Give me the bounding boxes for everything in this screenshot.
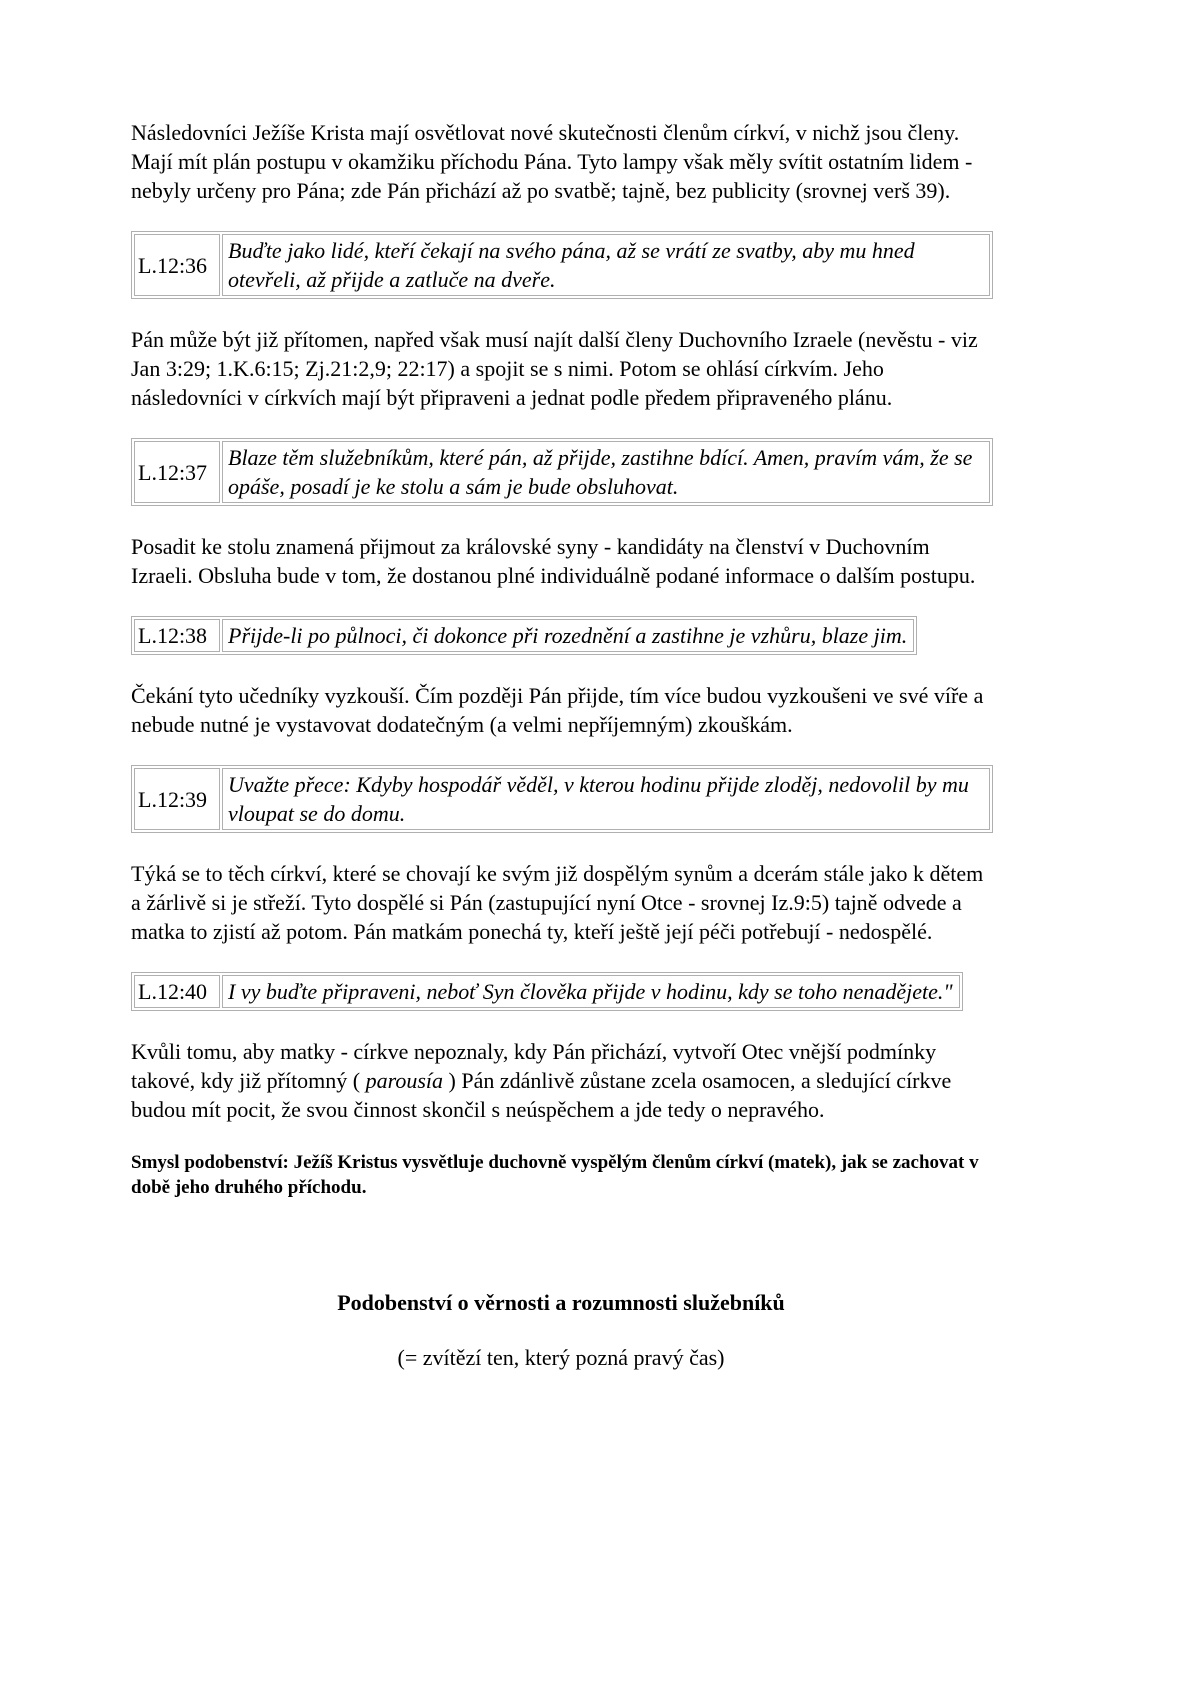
parable-summary-note: Smysl podobenství: Ježíš Kristus vysvětluje duchovně vyspělým členům církví (matek), jak se zachovat v době jeho druhého příchodu. — [131, 1152, 979, 1198]
paragraph-text: Kvůli tomu, aby matky - církve nepoznaly, kdy Pán přichází, vytvoří Otec vnější podmínky takové, kdy již přítomný ( — [131, 1039, 937, 1093]
greek-term: parousía — [365, 1068, 444, 1093]
paragraph-commentary-36: Pán může být již přítomen, napřed však musí najít další členy Duchovního Izraele (nevěstu - viz Jan 3:29; 1.K.6:15; Zj.21:2,9; 22:17) a spojit se s nimi. Potom se ohlásí církvím. Jeho následovníci v církvích mají být připraveni a jednat podle předem připraveného plánu. — [131, 327, 978, 410]
verse-table-L12-39 — [131, 765, 993, 833]
verse-table-L12-36 — [131, 231, 993, 299]
verse-ref: L.12:40 — [134, 975, 220, 1008]
paragraph-commentary-40 — [131, 1037, 991, 1124]
paragraph-commentary-39: Týká se to těch církví, které se chovají ke svým již dospělým synům a dcerám stále jako k dětem a žárlivě si je střeží. Tyto dospělé si Pán (zastupující nyní Otce - srovnej Iz.9:5) tajně odvede a matka to zjistí až potom. Pán matkám ponechá ty, kteří ještě její péči potřebují - nedospělé. — [131, 861, 984, 944]
verse-ref: L.12:39 — [134, 768, 220, 830]
section-title: Podobenství o věrnosti a rozumnosti služebníků — [337, 1290, 785, 1315]
verse-text: Blaze těm služebníkům, které pán, až přijde, zastihne bdící. Amen, pravím vám, že se opáše, posadí je ke stolu a sám je bude obsluhovat. — [222, 441, 990, 503]
verse-text: I vy buďte připraveni, neboť Syn člověka přijde v hodinu, kdy se toho nenadějete." — [222, 975, 960, 1008]
paragraph-commentary-38: Čekání tyto učedníky vyzkouší. Čím později Pán přijde, tím více budou vyzkoušeni ve své víře a nebude nutné je vystavovat dodatečným (a velmi nepříjemným) zkouškám. — [131, 683, 984, 737]
verse-ref: L.12:38 — [134, 619, 220, 652]
section-subtitle: (= zvítězí ten, který pozná pravý čas) — [397, 1345, 725, 1370]
paragraph-intro: Následovníci Ježíše Krista mají osvětlovat nové skutečnosti členům církví, v nichž jsou členy. Mají mít plán postupu v okamžiku příchodu Pána. Tyto lampy však měly svítit ostatním lidem - nebyly určeny pro Pána; zde Pán přichází až po svatbě; tajně, bez publicity (srovnej verš 39). — [131, 120, 973, 203]
verse-text: Uvažte přece: Kdyby hospodář věděl, v kterou hodinu přijde zloděj, nedovolil by mu vloupat se do domu. — [222, 768, 990, 830]
verse-table-L12-37 — [131, 438, 993, 506]
paragraph-text: ) Pán zdánlivě zůstane zcela osamocen, a sledující církve budou mít pocit, že svou činnost skončil s neúspěchem a jde tedy o nepravého. — [131, 1068, 952, 1122]
verse-text: Přijde-li po půlnoci, či dokonce při rozednění a zastihne je vzhůru, blaze jim. — [222, 619, 914, 652]
verse-table-L12-38 — [131, 616, 917, 655]
verse-ref: L.12:37 — [134, 441, 220, 503]
verse-ref: L.12:36 — [134, 234, 220, 296]
verse-table-L12-40 — [131, 972, 963, 1011]
verse-text: Buďte jako lidé, kteří čekají na svého pána, až se vrátí ze svatby, aby mu hned otevřeli, až přijde a zatluče na dveře. — [222, 234, 990, 296]
paragraph-commentary-37: Posadit ke stolu znamená přijmout za královské syny - kandidáty na členství v Duchovním Izraeli. Obsluha bude v tom, že dostanou plné individuálně podané informace o dalším postupu. — [131, 534, 976, 588]
